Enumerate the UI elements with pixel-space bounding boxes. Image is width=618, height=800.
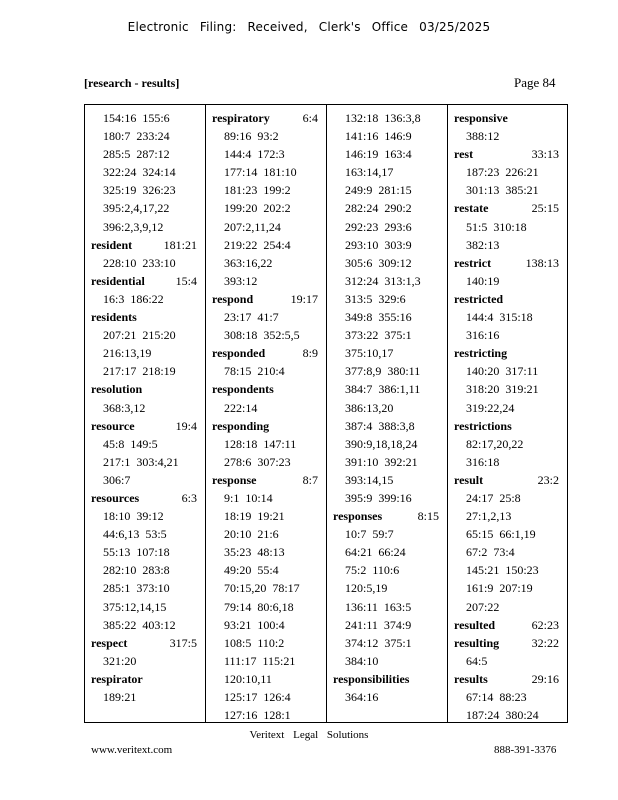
footer-company: Veritext Legal Solutions (249, 729, 369, 741)
index-page-refs: 207:22 (466, 599, 500, 614)
index-term (448, 670, 567, 688)
index-page-refs: 375:10,17 (345, 346, 394, 361)
index-term (448, 344, 567, 362)
index-page-refs: 285:1 373:10 (103, 581, 170, 596)
index-term (448, 634, 567, 652)
index-term (85, 272, 205, 290)
index-page-refs: 364:16 (345, 690, 379, 704)
index-page-refs: 181:23 199:2 (224, 183, 291, 198)
index-page-refs: 89:16 93:2 (224, 129, 279, 144)
index-term (85, 380, 205, 398)
index-page-refs: 384:10 (345, 653, 379, 668)
index-page-refs: 375:12,14,15 (103, 599, 167, 614)
index-page-refs: 154:16 155:6 (103, 111, 170, 125)
index-term-word: restricted (454, 291, 504, 306)
index-term-word: resulted (454, 617, 496, 632)
index-page-refs: 313:5 329:6 (345, 291, 406, 306)
index-term-word: respondents (212, 382, 274, 397)
index-term-first-ref: 8:9 (302, 346, 318, 361)
index-page-refs: 325:19 326:23 (103, 183, 176, 198)
index-page-refs: 144:4 315:18 (466, 310, 533, 325)
index-page-refs: 391:10 392:21 (345, 454, 418, 469)
index-column-1 (85, 105, 206, 722)
index-page-refs: 70:15,20 78:17 (224, 581, 300, 596)
index-page-refs: 163:14,17 (345, 165, 394, 180)
index-page-refs: 44:6,13 53:5 (103, 527, 167, 542)
index-page-refs: 396:2,3,9,12 (103, 219, 164, 234)
footer-website: www.veritext.com (91, 744, 173, 756)
index-page-refs: 321:20 (103, 653, 137, 668)
index-page-refs: 373:22 375:1 (345, 328, 412, 343)
index-term (85, 489, 205, 507)
word-index-table (84, 104, 568, 723)
index-term (448, 254, 567, 272)
index-page-refs: 127:16 128:1 (224, 708, 291, 722)
index-page-refs: 49:20 55:4 (224, 563, 279, 578)
index-term-word: resource (91, 418, 135, 433)
index-term-first-ref: 8:7 (302, 472, 318, 487)
index-page-refs: 312:24 313:1,3 (345, 273, 421, 288)
index-page-refs: 67:2 73:4 (466, 545, 515, 560)
index-page-refs: 384:7 386:1,11 (345, 382, 421, 397)
index-page-refs: 67:14 88:23 (466, 690, 527, 704)
index-term (327, 670, 447, 688)
index-term (448, 616, 567, 634)
index-term-word: residents (91, 310, 137, 325)
index-page-refs: 301:13 385:21 (466, 183, 539, 198)
index-page-refs: 217:17 218:19 (103, 364, 176, 379)
index-term-word: responsibilities (333, 671, 410, 686)
index-term-word: restricting (454, 346, 508, 361)
index-page-refs: 306:7 (103, 472, 131, 487)
index-page-refs: 285:5 287:12 (103, 147, 170, 162)
index-term (448, 417, 567, 435)
index-page-refs: 18:19 19:21 (224, 509, 285, 524)
index-page-refs: 207:2,11,24 (224, 219, 281, 234)
index-page-refs: 9:1 10:14 (224, 490, 273, 505)
index-page-refs: 308:18 352:5,5 (224, 328, 300, 343)
index-term-word: resources (91, 490, 140, 505)
index-term-first-ref: 138:13 (525, 255, 559, 270)
index-page-refs: 93:21 100:4 (224, 617, 285, 632)
index-term-first-ref: 33:13 (531, 147, 559, 162)
index-term (85, 417, 205, 435)
index-term (85, 308, 205, 326)
index-page-refs: 217:1 303:4,21 (103, 454, 179, 469)
index-page-refs: 65:15 66:1,19 (466, 527, 536, 542)
index-page-refs: 293:10 303:9 (345, 237, 412, 252)
index-page-refs: 282:24 290:2 (345, 201, 412, 216)
index-term (206, 109, 326, 127)
index-page-refs: 136:11 163:5 (345, 599, 412, 614)
index-page-refs: 187:23 226:21 (466, 165, 539, 180)
index-term-first-ref: 23:2 (537, 472, 559, 487)
index-page-refs: 45:8 149:5 (103, 436, 158, 451)
index-page-refs: 10:7 59:7 (345, 527, 394, 542)
index-page-refs: 78:15 210:4 (224, 364, 285, 379)
index-page-refs: 390:9,18,18,24 (345, 436, 418, 451)
index-term (85, 236, 205, 254)
index-page-refs: 51:5 310:18 (466, 219, 527, 234)
index-page-refs: 316:18 (466, 454, 500, 469)
index-page-refs: 219:22 254:4 (224, 237, 291, 252)
index-page-refs: 161:9 207:19 (466, 581, 533, 596)
index-term-first-ref: 6:4 (302, 111, 318, 125)
index-term-first-ref: 317:5 (169, 635, 197, 650)
index-term-word: responding (212, 418, 270, 433)
index-page-refs: 108:5 110:2 (224, 635, 285, 650)
index-page-refs: 382:13 (466, 237, 500, 252)
index-term (327, 507, 447, 525)
index-term-word: results (454, 671, 488, 686)
index-page-refs: 27:1,2,13 (466, 509, 512, 524)
page-number: Page 84 (514, 75, 556, 90)
index-page-refs: 305:6 309:12 (345, 255, 412, 270)
index-page-refs: 145:21 150:23 (466, 563, 539, 578)
index-term-first-ref: 62:23 (531, 617, 559, 632)
index-term (206, 380, 326, 398)
index-page-refs: 125:17 126:4 (224, 690, 291, 704)
index-page-refs: 187:24 380:24 (466, 708, 539, 722)
index-page-refs: 222:14 (224, 400, 258, 415)
index-term-word: restrictions (454, 418, 512, 433)
index-page-refs: 16:3 186:22 (103, 291, 164, 306)
index-term-first-ref: 19:4 (175, 418, 197, 433)
index-term (448, 290, 567, 308)
index-page-refs: 322:24 324:14 (103, 165, 176, 180)
index-term-first-ref: 32:22 (531, 635, 559, 650)
index-page-refs: 292:23 293:6 (345, 219, 412, 234)
index-page-refs: 146:19 163:4 (345, 147, 412, 162)
index-page-refs: 395:9 399:16 (345, 490, 412, 505)
index-term-word: responsive (454, 111, 508, 125)
index-page-refs: 140:19 (466, 273, 500, 288)
index-page-refs: 278:6 307:23 (224, 454, 291, 469)
index-page-refs: 228:10 233:10 (103, 255, 176, 270)
index-page-refs: 387:4 388:3,8 (345, 418, 415, 433)
index-term-word: responses (333, 509, 383, 524)
index-term-word: restate (454, 201, 489, 216)
index-page-refs: 120:5,19 (345, 581, 388, 596)
index-term (206, 471, 326, 489)
index-page-refs: 18:10 39:12 (103, 509, 164, 524)
index-term (448, 109, 567, 127)
index-page-refs: 180:7 233:24 (103, 129, 170, 144)
index-term-word: respirator (91, 671, 143, 686)
index-page-refs: 111:17 115:21 (224, 653, 296, 668)
index-page-refs: 393:14,15 (345, 472, 394, 487)
index-term-first-ref: 29:16 (531, 671, 559, 686)
index-page-refs: 64:5 (466, 653, 488, 668)
index-page-refs: 393:12 (224, 273, 258, 288)
filing-header: Electronic Filing: Received, Clerk's Office 03/25/2025 (127, 20, 491, 34)
index-term (85, 634, 205, 652)
index-page-refs: 75:2 110:6 (345, 563, 400, 578)
index-page-refs: 189:21 (103, 690, 137, 704)
index-term (448, 471, 567, 489)
index-page-refs: 368:3,12 (103, 400, 146, 415)
index-page-refs: 177:14 181:10 (224, 165, 297, 180)
index-term-word: respond (212, 291, 254, 306)
index-page-refs: 363:16,22 (224, 255, 273, 270)
index-page-refs: 64:21 66:24 (345, 545, 406, 560)
index-page-refs: 128:18 147:11 (224, 436, 297, 451)
index-term (206, 417, 326, 435)
index-term-first-ref: 8:15 (417, 509, 439, 524)
index-term-word: respect (91, 635, 128, 650)
index-term-word: resident (91, 237, 133, 252)
index-page-refs: 35:23 48:13 (224, 545, 285, 560)
index-page-refs: 374:12 375:1 (345, 635, 412, 650)
index-page-refs: 141:16 146:9 (345, 129, 412, 144)
index-term-first-ref: 15:4 (175, 273, 197, 288)
index-page-refs: 318:20 319:21 (466, 382, 539, 397)
index-page-refs: 241:11 374:9 (345, 617, 412, 632)
index-page-refs: 349:8 355:16 (345, 310, 412, 325)
index-term-word: restrict (454, 255, 492, 270)
index-range-label: [research - results] (84, 76, 180, 90)
index-page-refs: 82:17,20,22 (466, 436, 524, 451)
index-column-3 (327, 105, 448, 722)
index-page-refs: 395:2,4,17,22 (103, 201, 170, 216)
index-page-refs: 319:22,24 (466, 400, 515, 415)
index-page-refs: 386:13,20 (345, 400, 394, 415)
index-term (206, 344, 326, 362)
index-page-refs: 316:16 (466, 328, 500, 343)
index-column-4 (448, 105, 567, 722)
index-page-refs: 388:12 (466, 129, 500, 144)
index-page-refs: 377:8,9 380:11 (345, 364, 421, 379)
index-page-refs: 207:21 215:20 (103, 328, 176, 343)
index-page-refs: 120:10,11 (224, 671, 272, 686)
index-page-refs: 140:20 317:11 (466, 364, 539, 379)
index-term-word: residential (91, 273, 145, 288)
index-term-first-ref: 25:15 (531, 201, 559, 216)
index-term-first-ref: 181:21 (163, 237, 197, 252)
index-term (448, 199, 567, 217)
index-term-first-ref: 6:3 (181, 490, 197, 505)
index-term-word: resulting (454, 635, 500, 650)
index-column-2 (206, 105, 327, 722)
index-page-refs: 144:4 172:3 (224, 147, 285, 162)
index-page-refs: 385:22 403:12 (103, 617, 176, 632)
index-term-word: responded (212, 346, 266, 361)
index-term (85, 670, 205, 688)
index-term-word: result (454, 472, 484, 487)
index-page-refs: 249:9 281:15 (345, 183, 412, 198)
index-page-refs: 132:18 136:3,8 (345, 111, 421, 125)
index-term-word: respiratory (212, 111, 270, 125)
index-term (206, 290, 326, 308)
index-term-first-ref: 19:17 (290, 291, 318, 306)
index-page-refs: 282:10 283:8 (103, 563, 170, 578)
index-page-refs: 24:17 25:8 (466, 490, 521, 505)
index-page-refs: 55:13 107:18 (103, 545, 170, 560)
index-page-refs: 79:14 80:6,18 (224, 599, 294, 614)
index-term-word: response (212, 472, 257, 487)
index-page-refs: 23:17 41:7 (224, 310, 279, 325)
index-page-refs: 216:13,19 (103, 346, 152, 361)
index-term (448, 145, 567, 163)
index-term-word: resolution (91, 382, 143, 397)
footer-phone: 888-391-3376 (494, 744, 557, 756)
index-term-word: rest (454, 147, 474, 162)
index-page-refs: 20:10 21:6 (224, 527, 279, 542)
index-page-refs: 199:20 202:2 (224, 201, 291, 216)
